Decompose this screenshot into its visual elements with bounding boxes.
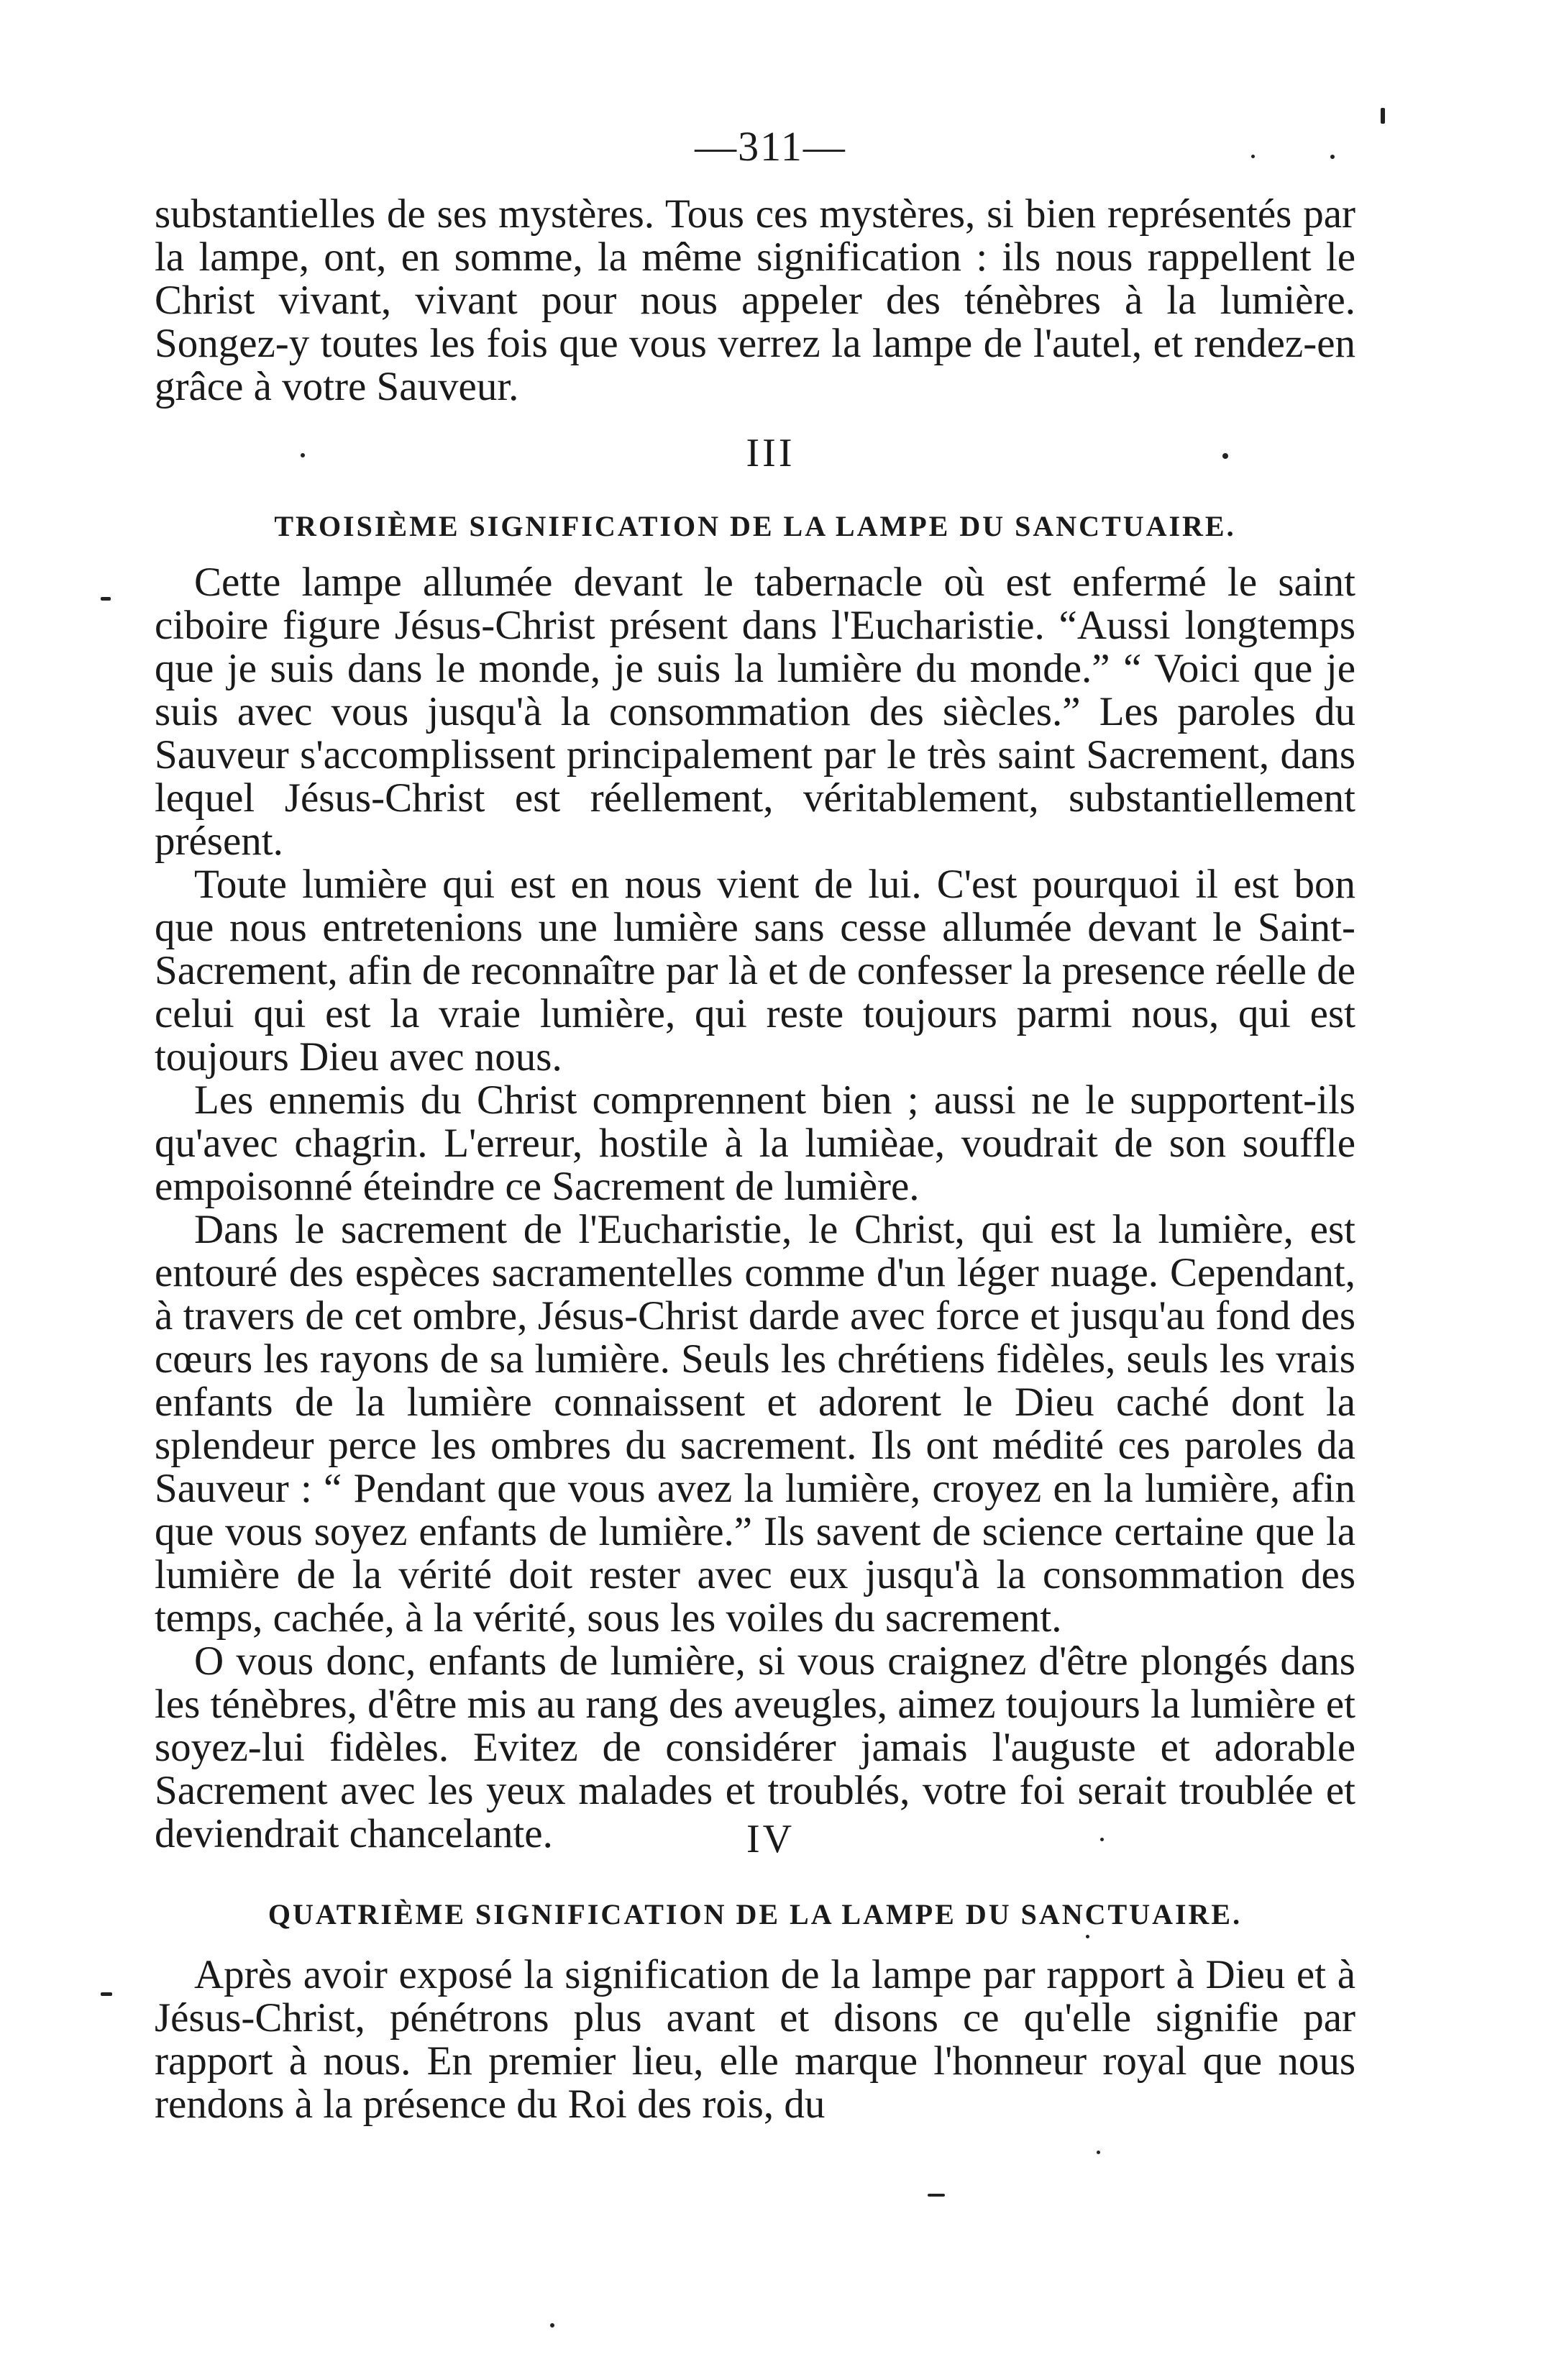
scan-speck	[550, 2323, 554, 2327]
scan-speck	[1097, 2151, 1100, 2154]
page-number: —311—	[695, 123, 846, 170]
section-4-heading: QUATRIÈME SIGNIFICATION DE LA LAMPE DU SANCTUAIRE.	[267, 1898, 1243, 1930]
paragraph: O vous donc, enfants de lumière, si vous craignez d'être plongés dans les ténèbres, d'être mis au rang des aveugles, aimez toujours la lumière et soyez-lui fidèles. Evitez de considérer jamais l'auguste et adorable Sacrement avec les yeux malades et troublés, votre foi serait troublée et deviendrait chancelante.	[155, 1638, 1355, 1856]
section-3-heading: TROISIÈME SIGNIFICATION DE LA LAMPE DU SANCTUAIRE.	[274, 510, 1236, 542]
paragraph: Dans le sacrement de l'Eucharistie, le Christ, qui est la lumière, est entouré des espèces sacramentelles comme d'un léger nuage. Cependant, à travers de cet ombre, Jésus-Christ darde avec force et jusqu'au fond des cœurs les rayons de sa lumière. Seuls les chrétiens fidèles, seuls les vrais enfants de la lumière connaissent et adorent le Dieu caché dont la splendeur perce les ombres du sacrement. Ils ont médité ces paroles da Sauveur : “ Pendant que vous avez la lumière, croyez en la lumière, afin que vous soyez enfants de lumière.” Ils savent de science certaine que la lumière de la vérité doit rester avec eux jusqu'à la consommation des temps, cachée, à la vérité, sous les voiles du sacrement.	[155, 1207, 1355, 1641]
scan-speck	[101, 597, 111, 601]
paragraph: Cette lampe allumée devant le tabernacle où est enfermé le saint ciboire figure Jésus-Christ présent dans l'Eucharistie. “Aussi longtemps que je suis dans le monde, je suis la lumière du monde.” “ Voici que je suis avec vous jusqu'à la consommation des siècles.” Les paroles du Sauveur s'accomplissent principalement par le très saint Sacrement, dans lequel Jésus-Christ est réellement, véritablement, substantiellement présent.	[155, 560, 1355, 864]
scan-speck	[1222, 453, 1228, 459]
section-3-numeral: III	[746, 431, 795, 475]
scan-speck	[301, 453, 305, 457]
section-4-numeral: IV	[746, 1817, 795, 1861]
scan-speck	[1086, 1935, 1089, 1938]
intro-text-block	[155, 193, 1355, 409]
scan-speck	[1330, 155, 1335, 159]
paragraph: substantielles de ses mystères. Tous ces mystères, si bien représentés par la lampe, ont, en somme, la même signification : ils nous rappellent le Christ vivant, vivant pour nous appeler des ténèbres à la lumière. Songez-y toutes les fois que vous verrez la lampe de l'autel, et rendez-en grâce à votre Sauveur.	[155, 191, 1355, 409]
section-4-text-block	[155, 1953, 1355, 2126]
section-3-text-block	[155, 561, 1355, 1856]
paragraph: Après avoir exposé la signification de la lampe par rapport à Dieu et à Jésus-Christ, pénétrons plus avant et disons ce qu'elle signifie par rapport à nous. En premier lieu, elle marque l'honneur royal que nous rendons à la présence du Roi des rois, du	[155, 1952, 1355, 2127]
scan-speck	[1251, 155, 1255, 158]
scan-speck	[928, 2194, 945, 2197]
scan-speck	[101, 1992, 112, 1996]
scan-speck	[1100, 1838, 1104, 1841]
scan-speck	[1381, 108, 1385, 124]
paragraph: Toute lumière qui est en nous vient de lui. C'est pourquoi il est bon que nous entretenions une lumière sans cesse allumée devant le Saint-Sacrement, afin de reconnaître par là et de confesser la presence réelle de celui qui est la vraie lumière, qui reste toujours parmi nous, qui est toujours Dieu avec nous.	[155, 862, 1355, 1080]
paragraph: Les ennemis du Christ comprennent bien ; aussi ne le supportent-ils qu'avec chagrin. L'erreur, hostile à la lumièae, voudrait de son souffle empoisonné éteindre ce Sacrement de lumière.	[155, 1077, 1355, 1209]
